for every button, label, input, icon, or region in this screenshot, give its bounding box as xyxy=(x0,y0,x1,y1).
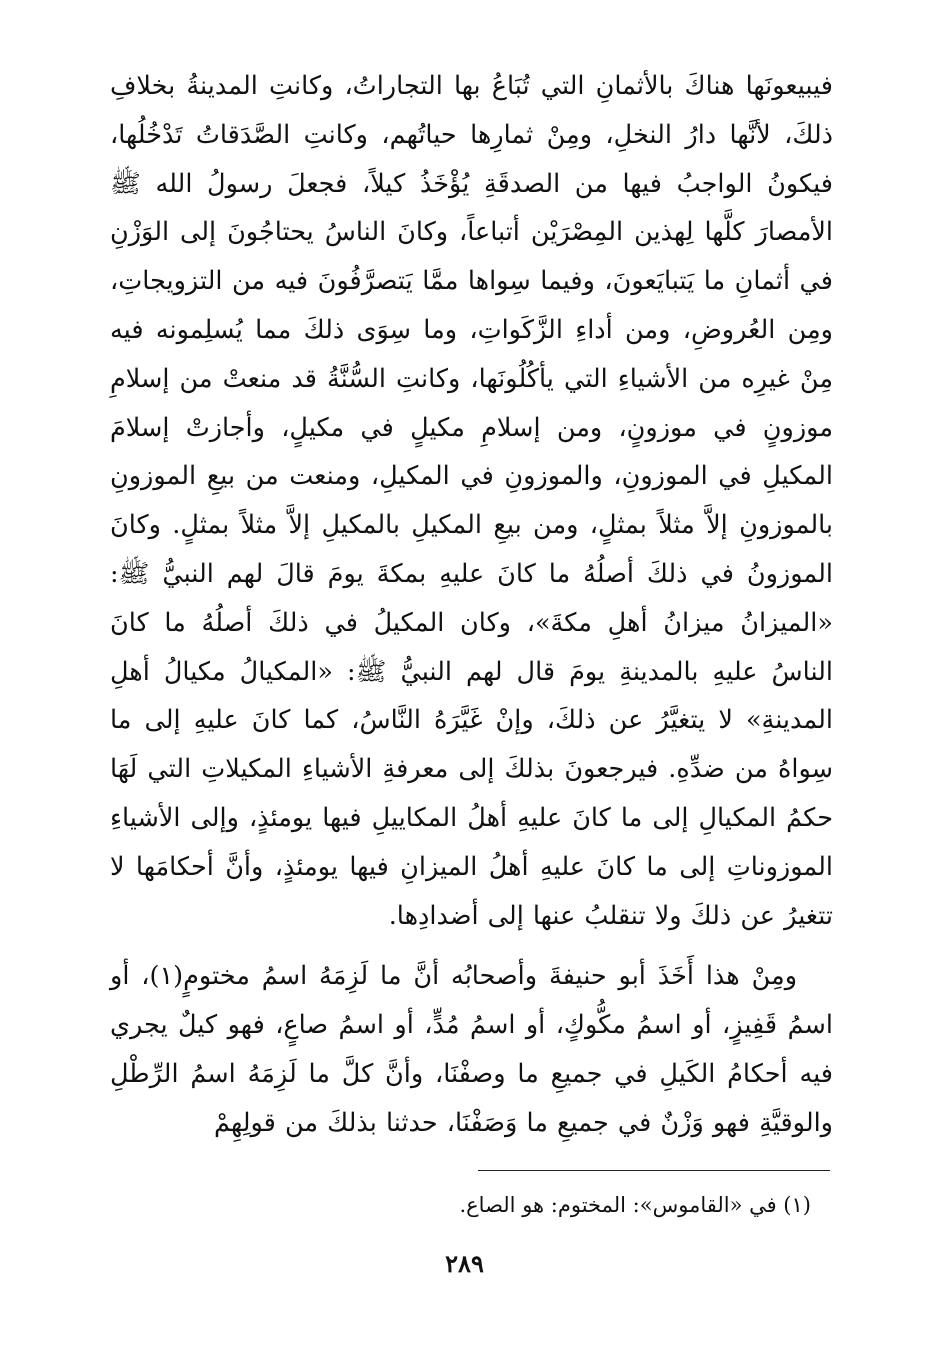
paragraph-2: ومِنْ هذا أَخَذَ أبو حنيفةَ وأصحابُه أنَّ ما لَزِمَهُ اسمُ مختومٍ(١)، أو اسمُ قَفِيزٍ، أو اسمُ مكُّوكٍ، أو اسمُ مُدٍّ، أو اسمُ صاعٍ، فهو كيلٌ يجري فيه أحكامُ الكَيلِ في جميعِ ما وصفْنَا، وأنَّ كلَّ ما لَزِمَهُ اسمُ الرِّطْلِ والوقيَّةِ فهو وَزْنٌ في جميعِ ما وَصَفْنَا، حدثنا بذلكَ من قولِهِمْ xyxy=(110,961,833,1138)
paragraph-1: فيبيعونَها هناكَ بالأثمانِ التي تُبَاعُ بها التجاراتُ، وكانتِ المدينةُ بخلافِ ذلكَ، لأنَّها دارُ النخلِ، ومِنْ ثمارِها حياتُهم، وكانتِ الصَّدَقاتُ تَدْخُلُها، فيكونُ الواجبُ فيها من الصدقَةِ يُؤْخَذُ كيلاً، فجعلَ رسولُ الله ﷺ الأمصارَ كلَّها لِهذين المِصْرَيْن أتباعاً، وكانَ الناسُ يحتاجُونَ إلى الوَزْنِ في أثمانِ ما يَتبايَعونَ، وفيما سِواها ممَّا يَتصرَّفُونَ فيه من التزويجاتِ، ومِن العُروضِ، ومن أداءِ الزَّكَواتِ، وما سِوَى ذلكَ مما يُسلِمونه فيه مِنْ غيرِه من الأشياءِ التي يأكُلُونَها، وكانتِ السُّنَّةُ قد منعتْ من إسلامِ موزونٍ في موزونٍ، ومن إسلامِ مكيلٍ في مكيلٍ، وأجازتْ إسلامَ المكيلِ في الموزونِ، والموزونِ في المكيلِ، ومنعت من بيعِ الموزونِ بالموزونِ إلاَّ مثلاً بمثلٍ، ومن بيعِ المكيلِ بالمكيلِ إلاَّ مثلاً بمثلٍ. وكانَ الموزونُ في ذلكَ أصلُهُ ما كانَ عليهِ بمكةَ يومَ قالَ لهم النبيُّ ﷺ: «الميزانُ ميزانُ أهلِ مكةَ»، وكان المكيلُ في ذلكَ أصلُهُ ما كانَ الناسُ عليهِ بالمدينةِ يومَ قال لهم النبيُّ ﷺ: «المكيالُ مكيالُ أهلِ المدينةِ» لا يتغيَّرُ عن ذلكَ، وإنْ غَيَّرَهُ النَّاسُ، كما كانَ عليهِ إلى ما سِواهُ من ضدِّهِ. فيرجعونَ بذلكَ إلى معرفةِ الأشياءِ المكيلاتِ التي لَهَا حكمُ المكيالِ إلى ما كانَ عليهِ أهلُ المكاييلِ فيها يومئذٍ، وإلى الأشياءِ الموزوناتِ إلى ما كانَ عليهِ أهلُ الميزانِ فيها يومئذٍ، وأنَّ أحكامَها لا تتغيرُ عن ذلكَ ولا تنقلبُ عنها إلى أضدادِها. xyxy=(110,71,833,931)
footnote-separator xyxy=(478,1170,830,1171)
page-number: ٢٨٩ xyxy=(445,1249,484,1278)
footnote: (١) في «القاموس»: المختوم: هو الصاع. xyxy=(459,1193,811,1217)
main-text xyxy=(110,62,833,1148)
